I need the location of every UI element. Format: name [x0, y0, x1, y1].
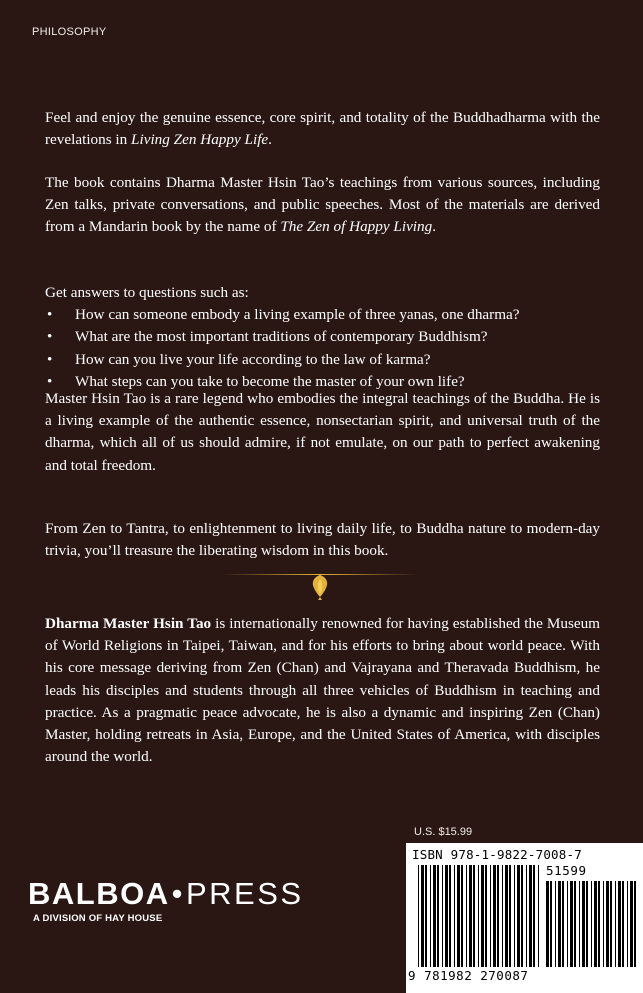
questions-section — [45, 282, 600, 393]
question-item — [45, 304, 600, 326]
blurb-text: From Zen to Tantra, to enlightenment to living daily life, to Buddha nature to modern-day trivia, you’ll treasure the liberating wisdom in this book. — [45, 520, 600, 560]
barcode — [406, 843, 643, 993]
question-text: How can someone embody a living example of three yanas, one dharma? — [75, 306, 520, 324]
barcode-bar — [582, 881, 585, 967]
barcode-bar — [622, 881, 624, 967]
barcode-bar — [502, 865, 503, 967]
category-label: PHILOSOPHY — [32, 26, 107, 38]
price-label: U.S. $15.99 — [414, 826, 473, 838]
blurb-paragraph-4 — [45, 388, 600, 477]
barcode-bar — [497, 865, 499, 967]
barcode-bar — [469, 865, 472, 967]
barcode-bar — [594, 881, 597, 967]
punctuation: . — [268, 131, 272, 149]
barcode-bar — [437, 865, 439, 967]
barcode-bar — [579, 881, 580, 967]
bullet-icon: • — [47, 372, 53, 390]
barcode-bar — [634, 881, 636, 967]
barcode-bar — [627, 881, 628, 967]
barcode-bar — [449, 865, 451, 967]
barcode-bar — [570, 881, 573, 967]
blurb-text: The book contains Dharma Master Hsin Tao’s teachings from various sources, including Zen talks, private conversations, and public speeches. Most of the materials are derived from a Mandarin book by the name of — [45, 174, 600, 236]
barcode-bar — [555, 881, 556, 967]
barcode-bar — [610, 881, 612, 967]
barcode-bar — [418, 865, 419, 967]
barcode-bar — [618, 881, 621, 967]
barcode-bar — [615, 881, 616, 967]
barcode-bar — [586, 881, 588, 967]
barcode-bar — [562, 881, 564, 967]
barcode-bar — [461, 865, 463, 967]
barcode-bar — [606, 881, 609, 967]
ean-number: 781982 270087 — [424, 968, 529, 983]
barcode-bar — [505, 865, 508, 967]
bullet-icon: • — [47, 350, 53, 368]
barcode-bar — [485, 865, 487, 967]
question-item — [45, 349, 600, 371]
barcode-bar — [481, 865, 484, 967]
ean-digits — [408, 968, 528, 983]
barcode-bar — [558, 881, 561, 967]
publisher-name-bold: BALBOA — [28, 876, 170, 911]
source-book-title: The Zen of Happy Living — [280, 218, 433, 236]
barcode-bar — [567, 881, 568, 967]
barcode-bar — [430, 865, 431, 967]
barcode-bar — [603, 881, 604, 967]
barcode-bar — [509, 865, 511, 967]
isbn-label: ISBN 978-1-9822-7008-7 — [412, 847, 582, 862]
question-item — [45, 326, 600, 348]
question-text: How can you live your life according to the law of karma? — [75, 350, 431, 368]
book-title: Living Zen Happy Life — [131, 131, 269, 149]
price-code: 51599 — [546, 863, 587, 878]
barcode-bar — [457, 865, 460, 967]
barcode-bar — [442, 865, 443, 967]
barcode-bar — [529, 865, 532, 967]
publisher-name-light: PRESS — [185, 876, 304, 911]
barcode-bar — [574, 881, 576, 967]
ean-first-digit: 9 — [408, 968, 417, 983]
question-text: What are the most important traditions of contemporary Buddhism? — [75, 328, 488, 346]
blurb-paragraph-1 — [45, 107, 600, 151]
blurb-text: Master Hsin Tao is a rare legend who embodies the integral teachings of the Buddha. He is a living example of the authentic essence, nonsectarian spirit, and universal truth of the dharma, which all of us should admire, if not emulate, on our path to perfect awakening and total freedom. — [45, 390, 600, 474]
barcode-bar — [591, 881, 592, 967]
barcode-bar — [517, 865, 520, 967]
barcode-bar — [421, 865, 424, 967]
barcode-bar — [433, 865, 436, 967]
barcode-bar — [478, 865, 479, 967]
author-bio — [45, 613, 600, 768]
barcode-bar — [490, 865, 491, 967]
bullet-icon: • — [47, 328, 53, 346]
questions-intro: Get answers to questions such as: — [45, 284, 249, 301]
barcode-bar — [454, 865, 455, 967]
barcode-bar — [521, 865, 523, 967]
barcode-bar — [538, 865, 539, 967]
barcode-bar — [466, 865, 467, 967]
barcode-bar — [550, 881, 552, 967]
author-bio-text: is internationally renowned for having established the Museum of World Religions in Taipei, Taiwan, and for his efforts to bring about world peace. With his core message deriving from Zen (Chan) and Vajrayana and Theravada Buddhism, he leads his disciples and students through all three vehicles of Buddhism in teaching and practice. As a pragmatic peace advocate, he is also a dynamic and inspiring Zen (Chan) Master, holding retreats in Asia, Europe, and the United States of America, with disciples around the world. — [45, 615, 600, 766]
lotus-divider-icon — [222, 567, 418, 601]
punctuation: . — [432, 218, 437, 236]
barcode-bar — [425, 865, 427, 967]
publisher-tagline: A DIVISION OF HAY HOUSE — [33, 913, 163, 924]
barcode-bar — [533, 865, 535, 967]
barcode-bar — [473, 865, 475, 967]
blurb-text: Feel and enjoy the genuine essence, core spirit, and totality of the Buddhadharma with the revelations in — [45, 109, 600, 149]
publisher-separator: • — [171, 876, 184, 911]
author-name: Dharma Master Hsin Tao — [45, 615, 212, 632]
barcode-bar — [514, 865, 515, 967]
publisher-wordmark — [28, 876, 304, 912]
questions-list — [45, 304, 600, 393]
barcode-bar — [445, 865, 448, 967]
publisher-logo — [28, 876, 304, 924]
question-text: What steps can you take to become the master of your own life? — [75, 372, 465, 390]
barcode-bar — [598, 881, 600, 967]
barcode-bar — [630, 881, 633, 967]
blurb-paragraph-5 — [45, 518, 600, 562]
barcode-bar — [493, 865, 496, 967]
bullet-icon: • — [47, 306, 53, 324]
blurb-paragraph-2 — [45, 172, 600, 239]
barcode-bar — [526, 865, 527, 967]
barcode-bar — [546, 881, 549, 967]
